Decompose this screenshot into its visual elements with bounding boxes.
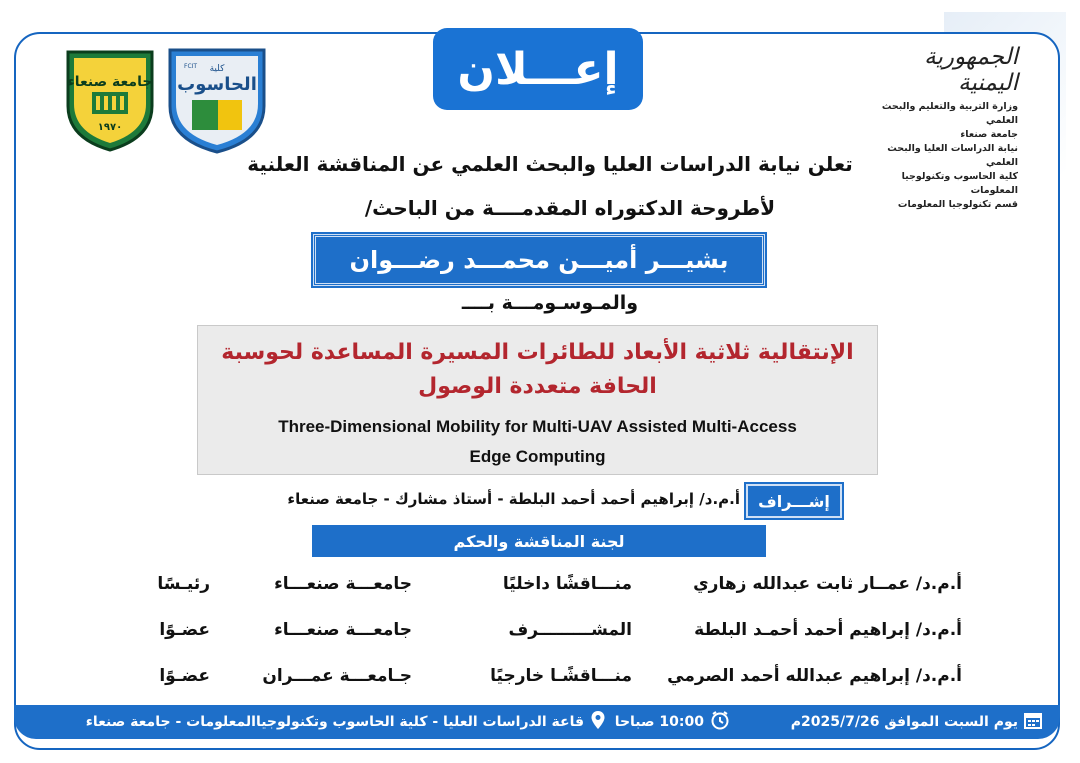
college-logo-name: الحاسوب: [177, 74, 257, 95]
footer-bar: [14, 705, 1060, 739]
member-name: أ.م.د/ إبراهيم عبدالله أحمد الصرمي: [667, 666, 962, 686]
committee-row: [110, 620, 962, 650]
clock-icon: [710, 710, 730, 734]
member-university: جـامعـــة عمـــران: [262, 666, 412, 686]
committee-row: [110, 666, 962, 696]
ministry-line: وزارة التربية والتعليم والبحث العلمي: [881, 101, 1018, 126]
ministry-line: جامعة صنعاء: [960, 129, 1018, 140]
researcher-name: بشيـــر أميـــن محمـــد رضـــوان: [313, 234, 765, 286]
computer-college-logo: [164, 44, 270, 156]
member-role: منـــاقشًا داخليًا: [502, 574, 632, 594]
committee-row: [110, 574, 962, 604]
announcement-title: إعـــلان: [433, 28, 643, 110]
college-logo-top: كلية: [209, 64, 225, 74]
thesis-title-en-line-1: Three-Dimensional Mobility for Multi-UAV Assisted Multi-Access: [278, 417, 797, 436]
member-role: منـــاقشًـا خارجيًا: [490, 666, 632, 686]
titled-label: والمـوسـومـــة بــــ: [461, 292, 639, 314]
supervisor-text: أ.م.د/ إبراهيم أحمد أحمد البلطة - أستاذ مشارك - جامعة صنعاء: [287, 490, 740, 508]
thesis-title-ar: [198, 336, 877, 404]
footer-location: [86, 705, 606, 739]
footer-date-text: يوم السبت الموافق 2025/7/26م: [790, 714, 1018, 730]
college-logo-abbr: FCIT: [184, 63, 198, 70]
location-pin-icon: [590, 710, 606, 734]
supervision-label: إشـــراف: [746, 484, 842, 518]
thesis-title-ar-line-1: الإنتقالية ثلاثية الأبعاد للطائرات المسيرة المساعدة لحوسبة: [221, 340, 854, 365]
sanaa-logo-name: جامعة صنعاء: [67, 74, 153, 90]
ministry-line: كلية الحاسوب وتكنولوجيا المعلومات: [901, 171, 1018, 196]
ministry-line: قسم تكنولوجيا المعلومات: [897, 199, 1018, 210]
thesis-title-ar-line-2: الحافة متعددة الوصول: [418, 374, 657, 399]
member-name: أ.م.د/ إبراهيم أحمد أحمـد البلطة: [694, 620, 962, 640]
member-position: رئيـسًا: [157, 574, 210, 594]
footer-location-text: قاعة الدراسات العليا - كلية الحاسوب وتكنولوجياالمعلومات - جامعة صنعاء: [85, 714, 584, 730]
thesis-title-en-line-2: Edge Computing: [469, 447, 606, 466]
member-university: جامعـــة صنعـــاء: [274, 574, 412, 594]
committee-title: لجنة المناقشة والحكم: [312, 525, 766, 557]
intro-line-1: تعلن نيابة الدراسات العليا والبحث العلمي عن المناقشة العلنية: [247, 152, 853, 176]
ministry-line: نيابة الدراسات العليا والبحث العلمي: [887, 143, 1018, 168]
member-name: أ.م.د/ عمــار ثابت عبدالله زهاري: [693, 574, 962, 594]
sanaa-university-logo: [62, 46, 158, 154]
member-position: عضـوًا: [159, 666, 210, 686]
ministry-header: [858, 44, 1018, 212]
member-role: المشـــــــــرف: [508, 620, 632, 640]
thesis-title-box: [197, 325, 878, 475]
calendar-icon: [1024, 711, 1042, 733]
member-university: جامعـــة صنعـــاء: [274, 620, 412, 640]
sanaa-logo-year: ١٩٧٠: [97, 122, 123, 133]
footer-time-text: 10:00 صباحا: [614, 714, 704, 730]
footer-date: [791, 705, 1042, 739]
thesis-title-en: [198, 412, 877, 472]
member-position: عضـوًا: [159, 620, 210, 640]
republic-title: الجمهورية اليمنية: [924, 44, 1018, 96]
footer-time: [615, 705, 730, 739]
intro-line-2: لأطروحة الدكتوراه المقدمــــة من الباحث/: [364, 196, 776, 220]
